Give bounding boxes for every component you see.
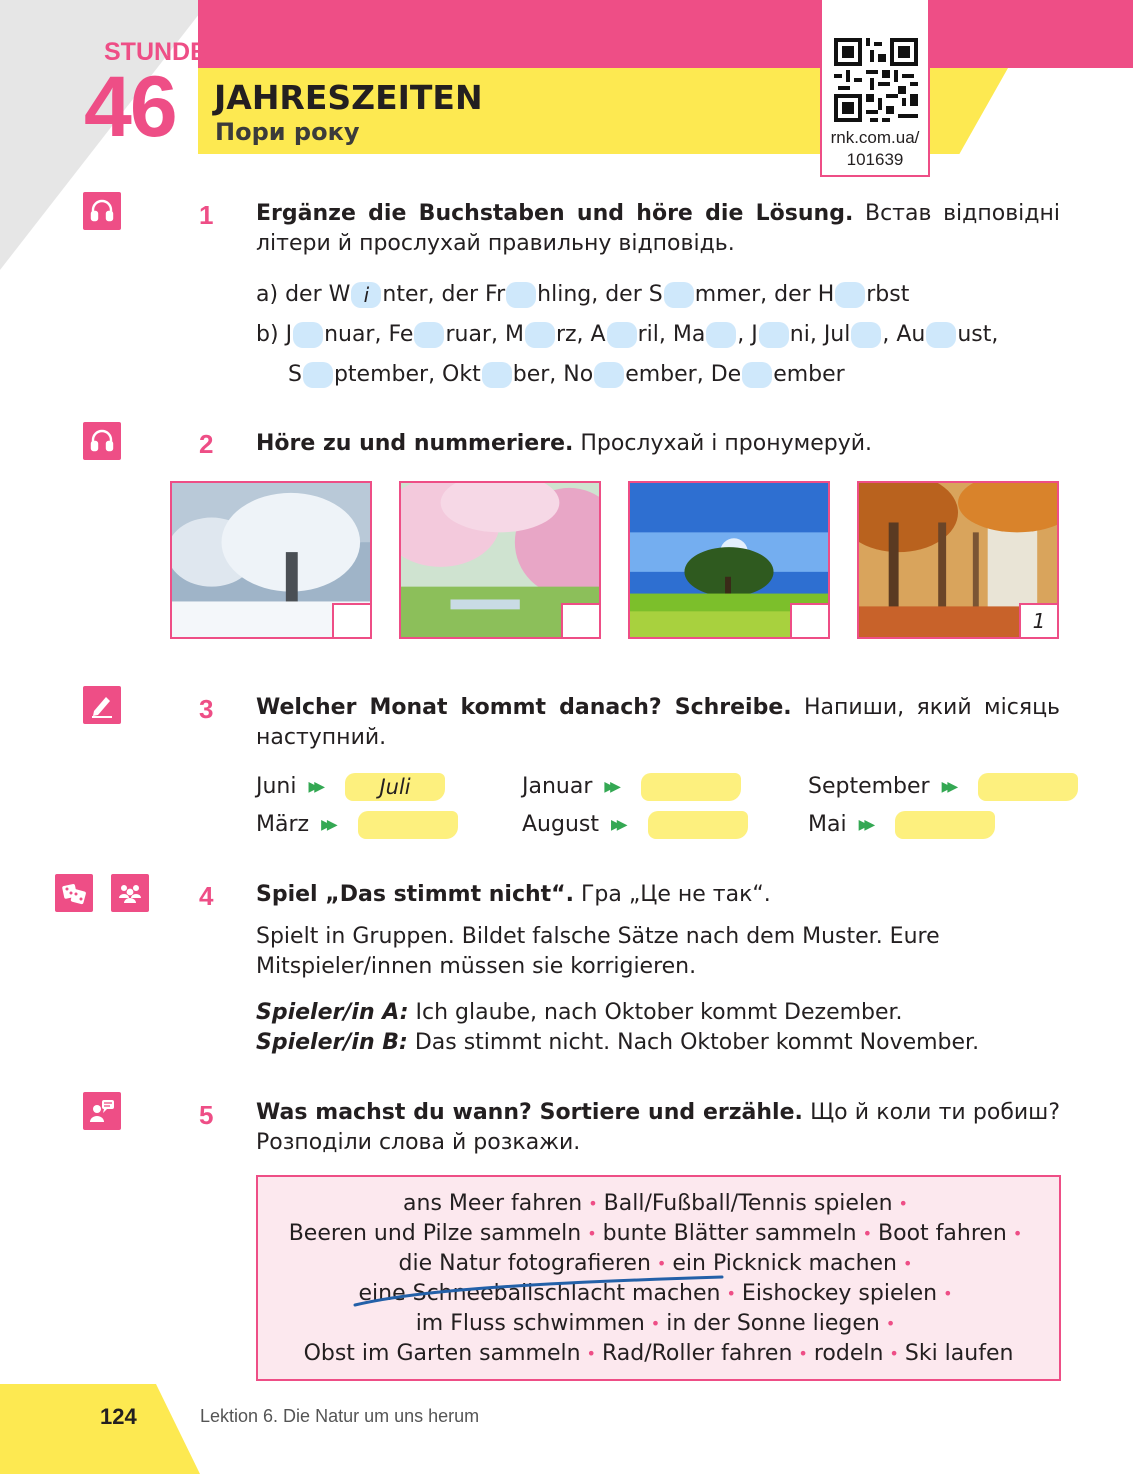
exercise-1-line-a — [256, 280, 1060, 310]
page-subtitle: Пори року — [215, 118, 360, 146]
photo-number-box[interactable] — [790, 603, 828, 637]
winter-photo — [170, 481, 372, 639]
lesson-title-footer: Lektion 6. Die Natur um uns herum — [200, 1406, 480, 1426]
phrase[interactable]: Beeren und Pilze sammeln — [288, 1221, 582, 1246]
word-fragment: rbst — [866, 282, 910, 307]
phrase-line — [258, 1219, 1059, 1249]
phrase[interactable]: Rad/Roller fahren — [601, 1341, 793, 1366]
speaking-icon — [83, 1092, 121, 1130]
photo-number-box[interactable]: 1 — [1019, 603, 1057, 637]
dialog-line-b — [256, 1028, 1060, 1058]
line-b-label: b) — [256, 322, 279, 347]
word-fragment: , Au — [882, 322, 926, 347]
word-fragment: rz, A — [555, 322, 606, 347]
exercise-1-instruction-ua: Встав відповідні літери й прослухай правильну відповідь. — [256, 201, 1060, 256]
next-arrow-icon: ▶▶ — [858, 817, 871, 833]
letter-blank[interactable] — [414, 322, 444, 348]
spring-photo — [399, 481, 601, 639]
next-arrow-icon: ▶▶ — [308, 779, 321, 795]
bullet-dot: • — [588, 1194, 598, 1213]
exercise-5-instruction-ua: Що й коли ти робиш? Розподіли слова й розкажи. — [256, 1100, 1060, 1155]
exercise-5-number: 5 — [199, 1100, 214, 1130]
listening-icon — [83, 422, 121, 460]
exercise-4-number: 4 — [199, 881, 214, 911]
phrase[interactable]: rodeln — [813, 1341, 884, 1366]
phrase-line — [258, 1189, 1059, 1219]
next-arrow-icon: ▶▶ — [321, 817, 333, 833]
letter-blank[interactable] — [851, 322, 881, 348]
qr-code-panel[interactable] — [820, 0, 930, 177]
month-label: September — [808, 774, 930, 799]
bullet-dot: • — [587, 1224, 597, 1243]
letter-blank[interactable] — [926, 322, 956, 348]
phrase[interactable]: Eishockey spielen — [741, 1281, 938, 1306]
month-label: Juni — [256, 774, 297, 799]
autumn-photo — [857, 481, 1059, 639]
exercise-5-instruction-de: Was machst du wann? Sortiere und erzähle. — [256, 1100, 803, 1125]
phrase[interactable]: ans Meer fahren — [403, 1191, 583, 1216]
exercise-3-instruction-de: Welcher Monat kommt danach? Schreibe. — [256, 695, 792, 720]
word-fragment: nter, der Fr — [382, 282, 506, 307]
bullet-dot: • — [586, 1344, 596, 1363]
bullet-dot: • — [898, 1194, 908, 1213]
month-label: Mai — [808, 812, 847, 837]
word-fragment: ember, De — [625, 362, 742, 387]
dialog-line-a — [256, 998, 1060, 1028]
answer-field[interactable] — [895, 811, 995, 839]
month-item — [522, 810, 748, 840]
next-arrow-icon: ▶▶ — [941, 779, 954, 795]
phrase[interactable]: ein Picknick machen — [672, 1251, 897, 1276]
exercise-3-number: 3 — [199, 694, 214, 724]
qr-link-line2: 101639 — [846, 150, 904, 169]
bullet-dot: • — [650, 1314, 661, 1333]
exercise-4-instruction-ua: Гра „Це не так“. — [581, 882, 771, 907]
letter-blank[interactable] — [706, 322, 736, 348]
page-number: 124 — [100, 1404, 137, 1429]
word-fragment: ril, Ma — [637, 322, 706, 347]
speaker-a-text: Ich glaube, nach Oktober kommt Dezember. — [415, 1000, 903, 1025]
stunde-label: STUNDE — [104, 38, 207, 66]
qr-link-line1: rnk.com.ua/ — [830, 128, 920, 147]
bullet-dot: • — [903, 1254, 913, 1273]
phrase[interactable]: Ski laufen — [904, 1341, 1014, 1366]
next-arrow-icon: ▶▶ — [604, 779, 616, 795]
phrase-line — [258, 1339, 1059, 1369]
writing-pencil-icon — [83, 686, 121, 724]
bullet-dot: • — [885, 1314, 896, 1333]
exercise-4-instruction — [256, 880, 1060, 910]
answer-field[interactable] — [358, 811, 458, 839]
letter-blank[interactable] — [759, 322, 789, 348]
exercise-3-instruction-ua: Напиши, який місяць наступний. — [256, 695, 1061, 750]
word-fragment: hling, der S — [537, 282, 663, 307]
word-fragment: ember — [773, 362, 845, 387]
speaker-b-text: Das stimmt nicht. Nach Oktober kommt November. — [414, 1030, 980, 1055]
photo-number-box[interactable] — [332, 603, 370, 637]
header-pink-bar — [198, 0, 1133, 68]
exercise-4-instruction-de: Spiel „Das stimmt nicht“. — [256, 882, 574, 907]
bullet-dot: • — [726, 1284, 736, 1303]
word-fragment: J — [285, 322, 293, 347]
phrase[interactable]: eine Schneeballschlacht machen — [358, 1281, 721, 1306]
word-fragment: mmer, der H — [694, 282, 835, 307]
letter-blank[interactable] — [607, 322, 637, 348]
letter-blank[interactable] — [482, 362, 512, 388]
word-fragment: ruar, M — [445, 322, 524, 347]
bullet-dot: • — [656, 1254, 667, 1273]
month-item — [808, 772, 1078, 802]
letter-blank[interactable] — [525, 322, 555, 348]
phrase[interactable]: die Natur fotografieren — [398, 1251, 651, 1276]
exercise-1-number: 1 — [199, 200, 214, 230]
letter-blank[interactable] — [303, 362, 333, 388]
bullet-dot: • — [798, 1344, 808, 1363]
month-item — [256, 772, 445, 802]
exercise-4-paragraph: Spielt in Gruppen. Bildet falsche Sätze nach dem Muster. Eure Mitspieler/innen müssen sie korrigieren. — [256, 924, 940, 979]
month-label: März — [256, 812, 310, 837]
bullet-dot: • — [1012, 1224, 1023, 1243]
letter-blank[interactable] — [742, 362, 772, 388]
bullet-dot: • — [943, 1284, 953, 1303]
word-fragment: ptember, Okt — [333, 362, 481, 387]
word-fragment: der W — [285, 282, 351, 307]
letter-blank[interactable] — [293, 322, 323, 348]
letter-blank[interactable] — [835, 282, 865, 308]
exercise-2-number: 2 — [199, 429, 214, 459]
word-fragment: ber, No — [512, 362, 594, 387]
phrase[interactable]: Obst im Garten sammeln — [303, 1341, 581, 1366]
answer-field[interactable] — [648, 811, 748, 839]
month-item — [522, 772, 741, 802]
phrase[interactable]: Boot fahren — [878, 1221, 1007, 1246]
letter-blank[interactable] — [664, 282, 694, 308]
word-fragment: , J — [737, 322, 758, 347]
qr-code-icon — [834, 38, 918, 122]
bullet-dot: • — [889, 1344, 899, 1363]
exercise-2-instruction-de: Höre zu und nummeriere. — [256, 431, 574, 456]
word-fragment: S — [288, 362, 302, 387]
dice-game-icon — [55, 874, 93, 912]
phrase[interactable]: in der Sonne liegen — [666, 1311, 880, 1336]
month-item — [256, 810, 458, 840]
month-item — [808, 810, 995, 840]
word-fragment: ni, Jul — [789, 322, 851, 347]
summer-photo — [628, 481, 830, 639]
line-a-label: a) — [256, 282, 279, 307]
exercise-1-instruction — [256, 199, 1060, 259]
group-work-icon — [111, 874, 149, 912]
letter-blank-filled[interactable]: i — [351, 282, 381, 308]
exercise-3-instruction — [256, 693, 1060, 753]
letter-blank[interactable] — [506, 282, 536, 308]
exercise-5-instruction — [256, 1098, 1060, 1158]
speaker-a-label: Spieler/in A: — [256, 1000, 409, 1025]
exercise-1-instruction-de: Ergänze die Buchstaben und höre die Lösung. — [256, 201, 854, 226]
next-arrow-icon: ▶▶ — [611, 817, 623, 833]
speaker-b-label: Spieler/in B: — [256, 1030, 408, 1055]
lesson-number: 46 — [84, 59, 176, 155]
month-label: August — [522, 812, 599, 837]
exercise-2-instruction-ua: Прослухай і пронумеруй. — [580, 431, 873, 456]
answer-field[interactable] — [978, 773, 1078, 801]
exercise-1-line-b — [256, 320, 1060, 350]
exercise-1-line-c — [288, 360, 1060, 390]
phrase-line — [258, 1309, 1059, 1339]
month-label: Januar — [522, 774, 593, 799]
pen-strike-mark — [350, 1272, 730, 1312]
phrase[interactable]: Ball/Fußball/Tennis spielen — [603, 1191, 893, 1216]
letter-blank[interactable] — [594, 362, 624, 388]
page-title: JAHRESZEITEN — [214, 78, 483, 117]
photo-number-box[interactable] — [561, 603, 599, 637]
listening-icon — [83, 192, 121, 230]
word-fragment: ust, — [957, 322, 999, 347]
word-fragment: nuar, Fe — [324, 322, 414, 347]
answer-field-filled[interactable]: Juli — [345, 773, 445, 801]
answer-field[interactable] — [641, 773, 741, 801]
bullet-dot: • — [862, 1224, 873, 1243]
exercise-2-instruction — [256, 429, 1060, 459]
phrase[interactable]: im Fluss schwimmen — [415, 1311, 645, 1336]
phrase[interactable]: bunte Blätter sammeln — [602, 1221, 857, 1246]
